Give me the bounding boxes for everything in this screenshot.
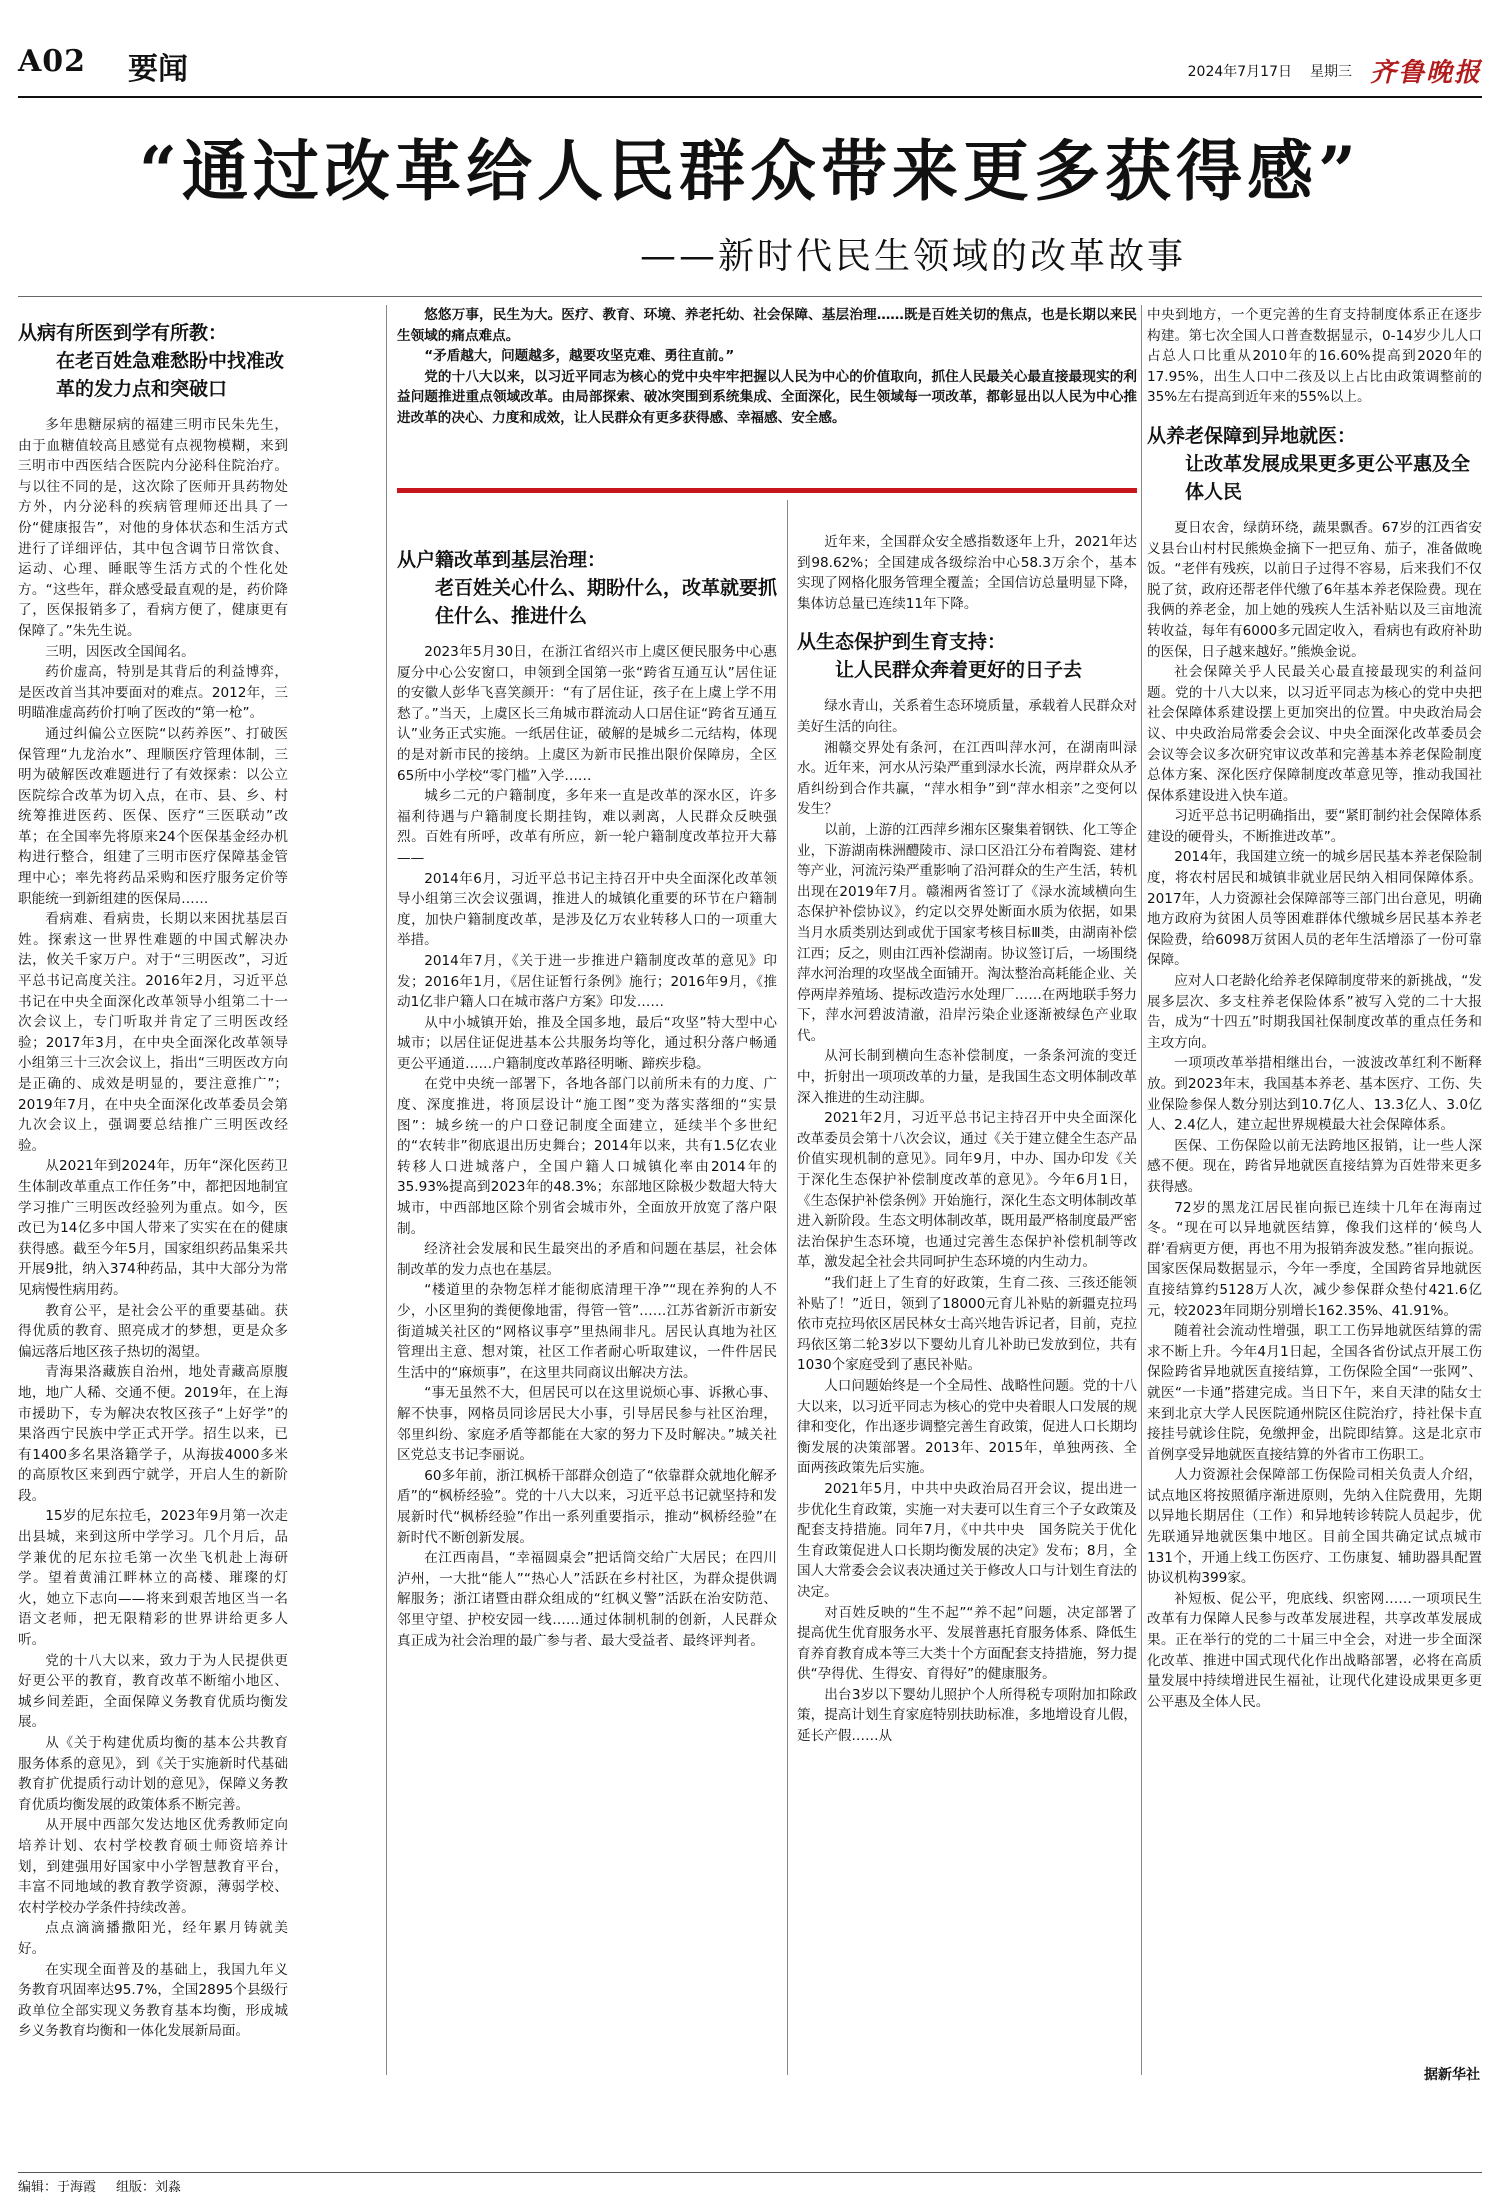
paragraph: 补短板、促公平，兜底线、织密网……一项项民生改革有力保障人民参与改革发展进程，共享改革发展成果。正在举行的党的二十届三中全会，对进一步全面深化改革、推进中国式现代化作出战略部署，必将在高质量发展中持续增进民生福祉，让现代化建设成果更多更公平惠及全体人民。 [1147, 1590, 1482, 1710]
lead-paragraphs [397, 305, 1137, 460]
lead-paragraph: 悠悠万事，民生为大。医疗、教育、环境、养老托幼、社会保障、基层治理……既是百姓关切的焦点，也是长期以来民生领域的痛点难点。 [397, 307, 1137, 344]
section-heading-medical: 从病有所医到学有所教： 在老百姓急难愁盼中找准改革的发力点和突破口 [18, 322, 285, 400]
paragraph: “我们赶上了生育的好政策，生育二孩、三孩还能领补贴了！”近日，领到了18000元育儿补贴的新疆克拉玛依市克拉玛依区居民林女士高兴地告诉记者，目前，克拉玛依区第二轮3岁以下婴幼儿育儿补助已发放到位，共有1030个家庭受到了惠民补贴。 [797, 1275, 1137, 1374]
paragraph: 出台3岁以下婴幼儿照护个人所得税专项附加扣除政策，提高计划生育家庭特别扶助标准，多地增设育儿假，延长产假……从 [797, 1686, 1137, 1745]
paragraph: 看病难、看病贵，长期以来困扰基层百姓。探索这一世界性难题的中国式解决办法，攸关千家万户。对于“三明医改”，习近平总书记高度关注。2016年2月，习近平总书记在中央全面深化改革领导小组第二十一次会议上，专门听取并肯定了三明医改经验；2017年3月，在中央全面深化改革领导小组第三十三次会议上，指出“三明医改方向是正确的、成效是明显的，要注意推广”；2019年7月，在中央全面深化改革委员会第九次会议上，强调要总结推广三明医改经验。 [18, 911, 288, 1154]
title-divider [18, 296, 1482, 297]
paragraph: 经济社会发展和民生最突出的矛盾和问题在基层，社会体制改革的发力点也在基层。 [397, 1241, 777, 1278]
paragraph: 从2021年到2024年，历年“深化医药卫生体制改革重点工作任务”中，都把因地制宜学习推广三明医改经验列为重点。如今，医改已为14亿多中国人带来了实实在在的健康获得感。截至今年5月，国家组织药品集采共开展9批，纳入374种药品，其中大部分为常见病慢性病用药。 [18, 1158, 288, 1298]
paragraph: 通过纠偏公立医院“以药养医”、打破医保管理“九龙治水”、理顺医疗管理体制，三明为破解医改难题进行了有效探索：以公立医院综合改革为切入点，在市、县、乡、村统筹推进医药、医保、医疗“三医联动”改革；在全国率先将原来24个医保基金经办机构进行整合，组建了三明市医疗保障基金管理中心；率先将药品采购和医疗服务定价等职能统一到新组建的医保局…… [18, 725, 288, 907]
paragraph: 青海果洛藏族自治州，地处青藏高原腹地，地广人稀、交通不便。2019年，在上海市援助下，专为解决农牧区孩子“上好学”的果洛西宁民族中学正式开学。招生以来，已有1400多名果洛籍学子，从海拔4000多米的高原牧区来到西宁就学，开启人生的新阶段。 [18, 1364, 288, 1504]
issue-weekday: 星期三 [1309, 63, 1352, 80]
column-1 [18, 305, 288, 2075]
paragraph: 15岁的尼东拉毛，2023年9月第一次走出县城，来到这所中学学习。几个月后，品学兼优的尼东拉毛第一次坐飞机赴上海研学。望着黄浦江畔林立的高楼、璀璨的灯火，她立下志向——将来到艰苦地区当一名语文老师，把无限精彩的世界讲给更多人听。 [18, 1508, 288, 1649]
paragraph: 在实现全面普及的基础上，我国九年义务教育巩固率达95.7%，全国2895个县级行政单位全部实现义务教育基本均衡，形成城乡义务教育均衡和一体化发展新局面。 [18, 1961, 288, 2040]
paragraph: 72岁的黑龙江居民崔向振已连续十几年在海南过冬。“现在可以异地就医结算，像我们这样的‘候鸟人群’看病更方便，再也不用为报销奔波发愁。”崔向振说。国家医保局数据显示，今年一季度，全国跨省异地就医直接结算约5128万人次，减少参保群众垫付421.6亿元，较2023年同期分别增长162.35%、41.91%。 [1147, 1199, 1482, 1319]
paragraph: 2014年，我国建立统一的城乡居民基本养老保险制度，将农村居民和城镇非就业居民纳入相同保障体系。2017年，人力资源社会保障部等三部门出台意见，明确地方政府为贫困人员等困难群体代缴城乡居民基本养老保险费，给6098万贫困人员的老年生活增添了一份可靠保障。 [1147, 849, 1482, 969]
paragraph: 点点滴滴播撒阳光，经年累月铸就美好。 [18, 1920, 288, 1957]
column-2 [397, 532, 777, 2075]
section-body-pension [1147, 518, 1482, 1712]
column-divider [1141, 305, 1142, 2075]
layout-credit: 组版：刘淼 [116, 2180, 182, 2195]
paragraph: 多年患糖尿病的福建三明市民朱先生，由于血糖值较高且感觉有点视物模糊，来到三明市中西医结合医院内分泌科住院治疗。与以往不同的是，这次除了医师开具药物处方外，内分泌科的疾病管理师还出具了一份“健康报告”，对他的身体状态和生活方式进行了详细评估，其中包含调节日常饮食、运动、心理、睡眠等生活方式的个性化处方。“这些年，群众感受最直观的是，药价降了，医保报销多了，看病方便了，健康更有保障了。”朱先生说。 [18, 417, 288, 639]
lead-paragraph: 党的十八大以来，以习近平同志为核心的党中央牢牢把握以人民为中心的价值取向，抓住人民最关心最直接最现实的利益问题推进重点领域改革。由局部探索、破冰突围到系统集成、全面深化，民生领域每一项改革，都彰显出以人民为中心推进改革的决心、力度和成效，让人民群众有更多获得感、幸福感、安全感。 [397, 368, 1137, 426]
paragraph: “楼道里的杂物怎样才能彻底清理干净”“现在养狗的人不少，小区里狗的粪便像地雷，得管一管”……江苏省新沂市新安街道城关社区的“网格议事亭”里热闹非凡。居民认真地为社区管理出主意、想对策，社区工作者耐心听取建议，一件件居民生活中的“麻烦事”，在这里共同商议出解决方法。 [397, 1282, 777, 1381]
footer-divider [18, 2172, 1482, 2173]
editor-credit: 编辑：于海霞 [18, 2180, 97, 2195]
paragraph: 湘赣交界处有条河，在江西叫萍水河，在湖南叫渌水。近年来，河水从污染严重到渌水长流，两岸群众从矛盾纠纷到合作共赢，“萍水相争”到“萍水相亲”之变何以发生？ [797, 739, 1137, 818]
paragraph: 随着社会流动性增强，职工工伤异地就医结算的需求不断上升。今年4月1日起，全国各省份试点开展工伤保险跨省异地就医直接结算，工伤保险全国“一张网”、就医“一卡通”搭建完成。当日下午，来自天津的陆女士来到北京大学人民医院通州院区住院治疗，持社保卡直接挂号就诊住院，免缴押金，出院即结算。这是北京市首例享受异地就医直接结算的外省市工伤职工。 [1147, 1323, 1482, 1463]
paragraph: 应对人口老龄化给养老保障制度带来的新挑战，“发展多层次、多支柱养老保险体系”被写入党的二十大报告，成为“十四五”时期我国社保制度改革的重点任务和主攻方向。 [1147, 973, 1482, 1051]
paragraph: 一项项改革举措相继出台，一波波改革红利不断释放。到2023年末，我国基本养老、基本医疗、工伤、失业保险参保人数分别达到10.7亿人、13.3亿人、3.0亿人、2.4亿人，建立起世界规模最大社会保障体系。 [1147, 1055, 1482, 1134]
section-heading-eco: 从生态保护到生育支持： 让人民群众奔着更好的日子去 [797, 631, 1083, 682]
paragraph: 医保、工伤保险以前无法跨地区报销，让一些人深感不便。现在，跨省异地就医直接结算为百姓带来更多获得感。 [1147, 1137, 1482, 1195]
column-divider [386, 305, 387, 2075]
paragraph: 夏日农舍，绿荫环绕，蔬果飘香。67岁的江西省安义县台山村村民熊焕金摘下一把豆角、茄子，准备做晚饭。“老伴有残疾，以前日子过得不容易，后来我们不仅脱了贫，政府还帮老伴代缴了6年基本养老保险费。现在我俩的养老金，加上她的残疾人生活补贴以及三亩地流转收益，每年有6000多元固定收入，看病也有政府补助的医保，日子越来越好。”熊焕金说。 [1147, 519, 1482, 660]
column-4 [1147, 305, 1482, 2075]
section-body-hukou [397, 642, 777, 1651]
column-3 [797, 532, 1137, 2075]
paragraph: 在党中央统一部署下，各地各部门以前所未有的力度、广度、深度推进，将顶层设计“施工图”变为落实落细的“实景图”：城乡统一的户口登记制度全面建立，延续半个多世纪的“农转非”彻底退出历史舞台；2014年以来，共有1.5亿农业转移人口进城落户，全国户籍人口城镇化率由2014年的35.93%提高到2023年的48.3%；东部地区除极少数超大特大城市，中西部地区除个别省会城市外，全面放开放宽了落户限制。 [397, 1076, 777, 1237]
paragraph: 以前，上游的江西萍乡湘东区聚集着钢铁、化工等企业，下游湖南株洲醴陵市、渌口区沿江分布着陶瓷、建材等产业，河流污染严重影响了沿河群众的生产生活，转机出现在2019年7月。赣湘两省签订了《渌水流域横向生态保护补偿协议》，约定以交界处断面水质为依据，如果当月水质类别达到或优于国家考核目标Ⅲ类，由湖南补偿江西；反之，则由江西补偿湖南。协议签订后，一场围绕萍水河治理的攻坚战全面铺开。淘汰整治高耗能企业、关停两岸养殖场、提标改造污水处理厂……在两地联手努力下，萍水河碧波清澈，沿岸污染企业逐渐被绿色产业取代。 [797, 821, 1137, 1044]
page-number: A02 [18, 44, 87, 79]
paragraph: 习近平总书记明确指出，要“紧盯制约社会保障体系建设的硬骨头，不断推进改革”。 [1147, 808, 1482, 845]
paper-logo: 齐鲁晚报 [1369, 58, 1482, 88]
paragraph: 在江西南昌，“幸福圆桌会”把话筒交给广大居民；在四川泸州，一大批“能人”“热心人”活跃在乡村社区，为群众提供调解服务；浙江诸暨由群众组成的“红枫义警”活跃在治安防范、邻里守望、护校安园一线……通过体制机制的创新，人民群众真正成为社会治理的最广参与者、最大受益者、最终评判者。 [397, 1550, 777, 1649]
paragraph: 近年来，全国群众安全感指数逐年上升，2021年达到98.62%；全国建成各级综治中心58.3万余个，基本实现了网格化服务管理全覆盖；全国信访总量明显下降，集体访总量已连续11年下降。 [797, 534, 1137, 612]
section-body-medical [18, 415, 288, 2042]
headline: “通过改革给人民群众带来更多获得感” [139, 132, 1361, 210]
paragraph: 2021年5月，中共中央政治局召开会议，提出进一步优化生育政策，实施一对夫妻可以生育三个子女政策及配套支持措施。同年7月，《中共中央 国务院关于优化生育政策促进人口长期均衡发展的决定》发布；8月，全国人大常委会会议表决通过关于修改人口与计划生育法的决定。 [797, 1480, 1137, 1600]
paragraph: 教育公平，是社会公平的重要基础。获得优质的教育、照亮成才的梦想，更是众多偏远落后地区孩子热切的渴望。 [18, 1302, 288, 1360]
paragraph: 药价虚高，特别是其背后的利益博弈，是医改首当其冲要面对的难点。2012年，三明瞄准虚高药价打响了医改的“第一枪”。 [18, 664, 288, 722]
paragraph: 从开展中西部欠发达地区优秀教师定向培养计划、农村学校教育硕士师资培养计划，到建强用好国家中小学智慧教育平台，丰富不同地域的教育教学资源，薄弱学校、农村学校办学条件持续改善。 [18, 1817, 288, 1916]
lead-paragraph: “矛盾越大，问题越多，越要攻坚克难、勇往直前。” [424, 348, 735, 365]
paragraph: 2014年6月，习近平总书记主持召开中央全面深化改革领导小组第三次会议强调，推进人的城镇化重要的环节在户籍制度，加快户籍制度改革，是涉及亿万农业转移人口的一项重大举措。 [397, 870, 777, 949]
lead-red-bar [397, 488, 1137, 493]
paragraph: 从中小城镇开始，推及全国多地，最后“攻坚”特大型中心城市；以居住证促进基本公共服务均等化，通过积分落户畅通更公平通道……户籍制度改革路径明晰、蹄疾步稳。 [397, 1014, 777, 1072]
paragraph: 2021年2月，习近平总书记主持召开中央全面深化改革委员会第十八次会议，通过《关于建立健全生态产品价值实现机制的意见》。同年9月，中办、国办印发《关于深化生态保护补偿制度改革的意见》。今年6月1日，《生态保护补偿条例》开始施行，深化生态文明体制改革进入新阶段。生态文明体制改革，既用最严格制度最严密法治保护生态环境，也通过完善生态保护补偿机制等改革，激发起全社会共同呵护生态环境的内生动力。 [797, 1110, 1137, 1271]
paragraph: 从《关于构建优质均衡的基本公共教育服务体系的意见》，到《关于实施新时代基础教育扩优提质行动计划的意见》，保障义务教育优质均衡发展的政策体系不断完善。 [18, 1735, 288, 1813]
paragraph: 从河长制到横向生态补偿制度，一条条河流的变迁中，折射出一项项改革的力量，是我国生态文明体制改革深入推进的生动注脚。 [797, 1048, 1137, 1106]
byline: 据新华社 [1424, 2067, 1480, 2083]
paragraph: 党的十八大以来，致力于为人民提供更好更公平的教育，教育改革不断缩小地区、城乡间差距，全面保障义务教育优质均衡发展。 [18, 1652, 288, 1731]
paragraph: 三明，因医改全国闻名。 [45, 643, 195, 660]
paragraph: 2023年5月30日，在浙江省绍兴市上虞区便民服务中心惠厦分中心公安窗口，申领到全国第一张“跨省互通互认”居住证的安徽人彭华飞喜笑颜开：“有了居住证，孩子在上虞上学不用愁了。”当天，上虞区长三角城市群流动人口居住证“跨省互通互认”业务正式实施。一纸居住证，破解的是城乡二元结构，体现的是对新市民的接纳。上虞区为新市民推出限价保障房，全区65所中小学校“零门槛”入学…… [397, 644, 777, 784]
paragraph: 中央到地方，一个更完善的生育支持制度体系正在逐步构建。第七次全国人口普查数据显示，0-14岁少儿人口占总人口比重从2010年的16.60%提高到2020年的17.95%，出生人口中二孩及以上占比由政策调整前的35%左右提高到近年来的55%以上。 [1147, 307, 1482, 406]
paragraph: 60多年前，浙江枫桥干部群众创造了“依靠群众就地化解矛盾”的“枫桥经验”。党的十八大以来，习近平总书记就坚持和发展新时代“枫桥经验”作出一系列重要指示，推动“枫桥经验”在新时代不断创新发展。 [397, 1467, 777, 1546]
section-heading-hukou: 从户籍改革到基层治理： 老百姓关心什么、期盼什么，改革就要抓住什么、推进什么 [397, 549, 777, 627]
sub-headline: ——新时代民生领域的改革故事 [640, 236, 1187, 277]
page-header [18, 36, 1482, 96]
paragraph: 绿水青山，关系着生态环境质量，承载着人民群众对美好生活的向往。 [797, 698, 1137, 735]
section-name: 要闻 [128, 52, 188, 87]
paragraph: 人力资源社会保障部工伤保险司相关负责人介绍，试点地区将按照循序渐进原则，先纳入住院费用，先期以异地长期居住（工作）和异地转诊转院人员起步，优先联通异地就医集中地区。目前全国共确定试点城市131个，开通上线工伤医疗、工伤康复、辅助器具配置协议机构399家。 [1147, 1467, 1482, 1587]
paragraph: 2014年7月，《关于进一步推进户籍制度改革的意见》印发；2016年1月，《居住证暂行条例》施行；2016年9月，《推动1亿非户籍人口在城市落户方案》印发…… [397, 952, 777, 1011]
paragraph: 城乡二元的户籍制度，多年来一直是改革的深水区，许多福利待遇与户籍制度长期挂钩，难以剥离，人民群众反映强烈。百姓有所呼，改革有所应，新一轮户籍制度改革拉开大幕—— [397, 788, 777, 866]
column-divider [787, 500, 788, 2075]
section-body-eco [797, 696, 1137, 1746]
issue-date: 2024年7月17日 [1187, 63, 1292, 80]
header-divider [18, 96, 1482, 98]
header-right [1188, 52, 1482, 89]
paragraph: 社会保障关乎人民最关心最直接最现实的利益问题。党的十八大以来，以习近平同志为核心的党中央把社会保障体系建设摆上更加突出的位置。中央政治局会议、中央政治局常委会会议、中央全面深化改革委员会会议等会议多次研究审议改革和完善基本养老保险制度总体方案、深化医疗保障制度改革意见等，推动我国社保体系建设进入快车道。 [1147, 664, 1482, 804]
paragraph: 人口问题始终是一个全局性、战略性问题。党的十八大以来，以习近平同志为核心的党中央着眼人口发展的规律和变化，作出逐步调整完善生育政策，促进人口长期均衡发展的决策部署。2013年、2015年，单独两孩、全面两孩政策先后实施。 [797, 1377, 1137, 1477]
paragraph: 对百姓反映的“生不起”“养不起”问题，决定部署了提高优生优育服务水平、发展普惠托育服务体系、降低生育养育教育成本等三大类十个方面配套支持措施，努力提供“孕得优、生得安、育得好”的健康服务。 [797, 1604, 1137, 1683]
paragraph: “事无虽然不大，但居民可以在这里说烦心事、诉揪心事、解不快事，网格员同诊居民大小事，引导居民参与社区治理，邻里纠纷、家庭矛盾等都能在大家的努力下及时解决。”城关社区党总支书记李丽说。 [397, 1385, 777, 1464]
page-footer [18, 2176, 181, 2195]
section-heading-pension: 从养老保障到异地就医： 让改革发展成果更多更公平惠及全体人民 [1147, 424, 1471, 503]
